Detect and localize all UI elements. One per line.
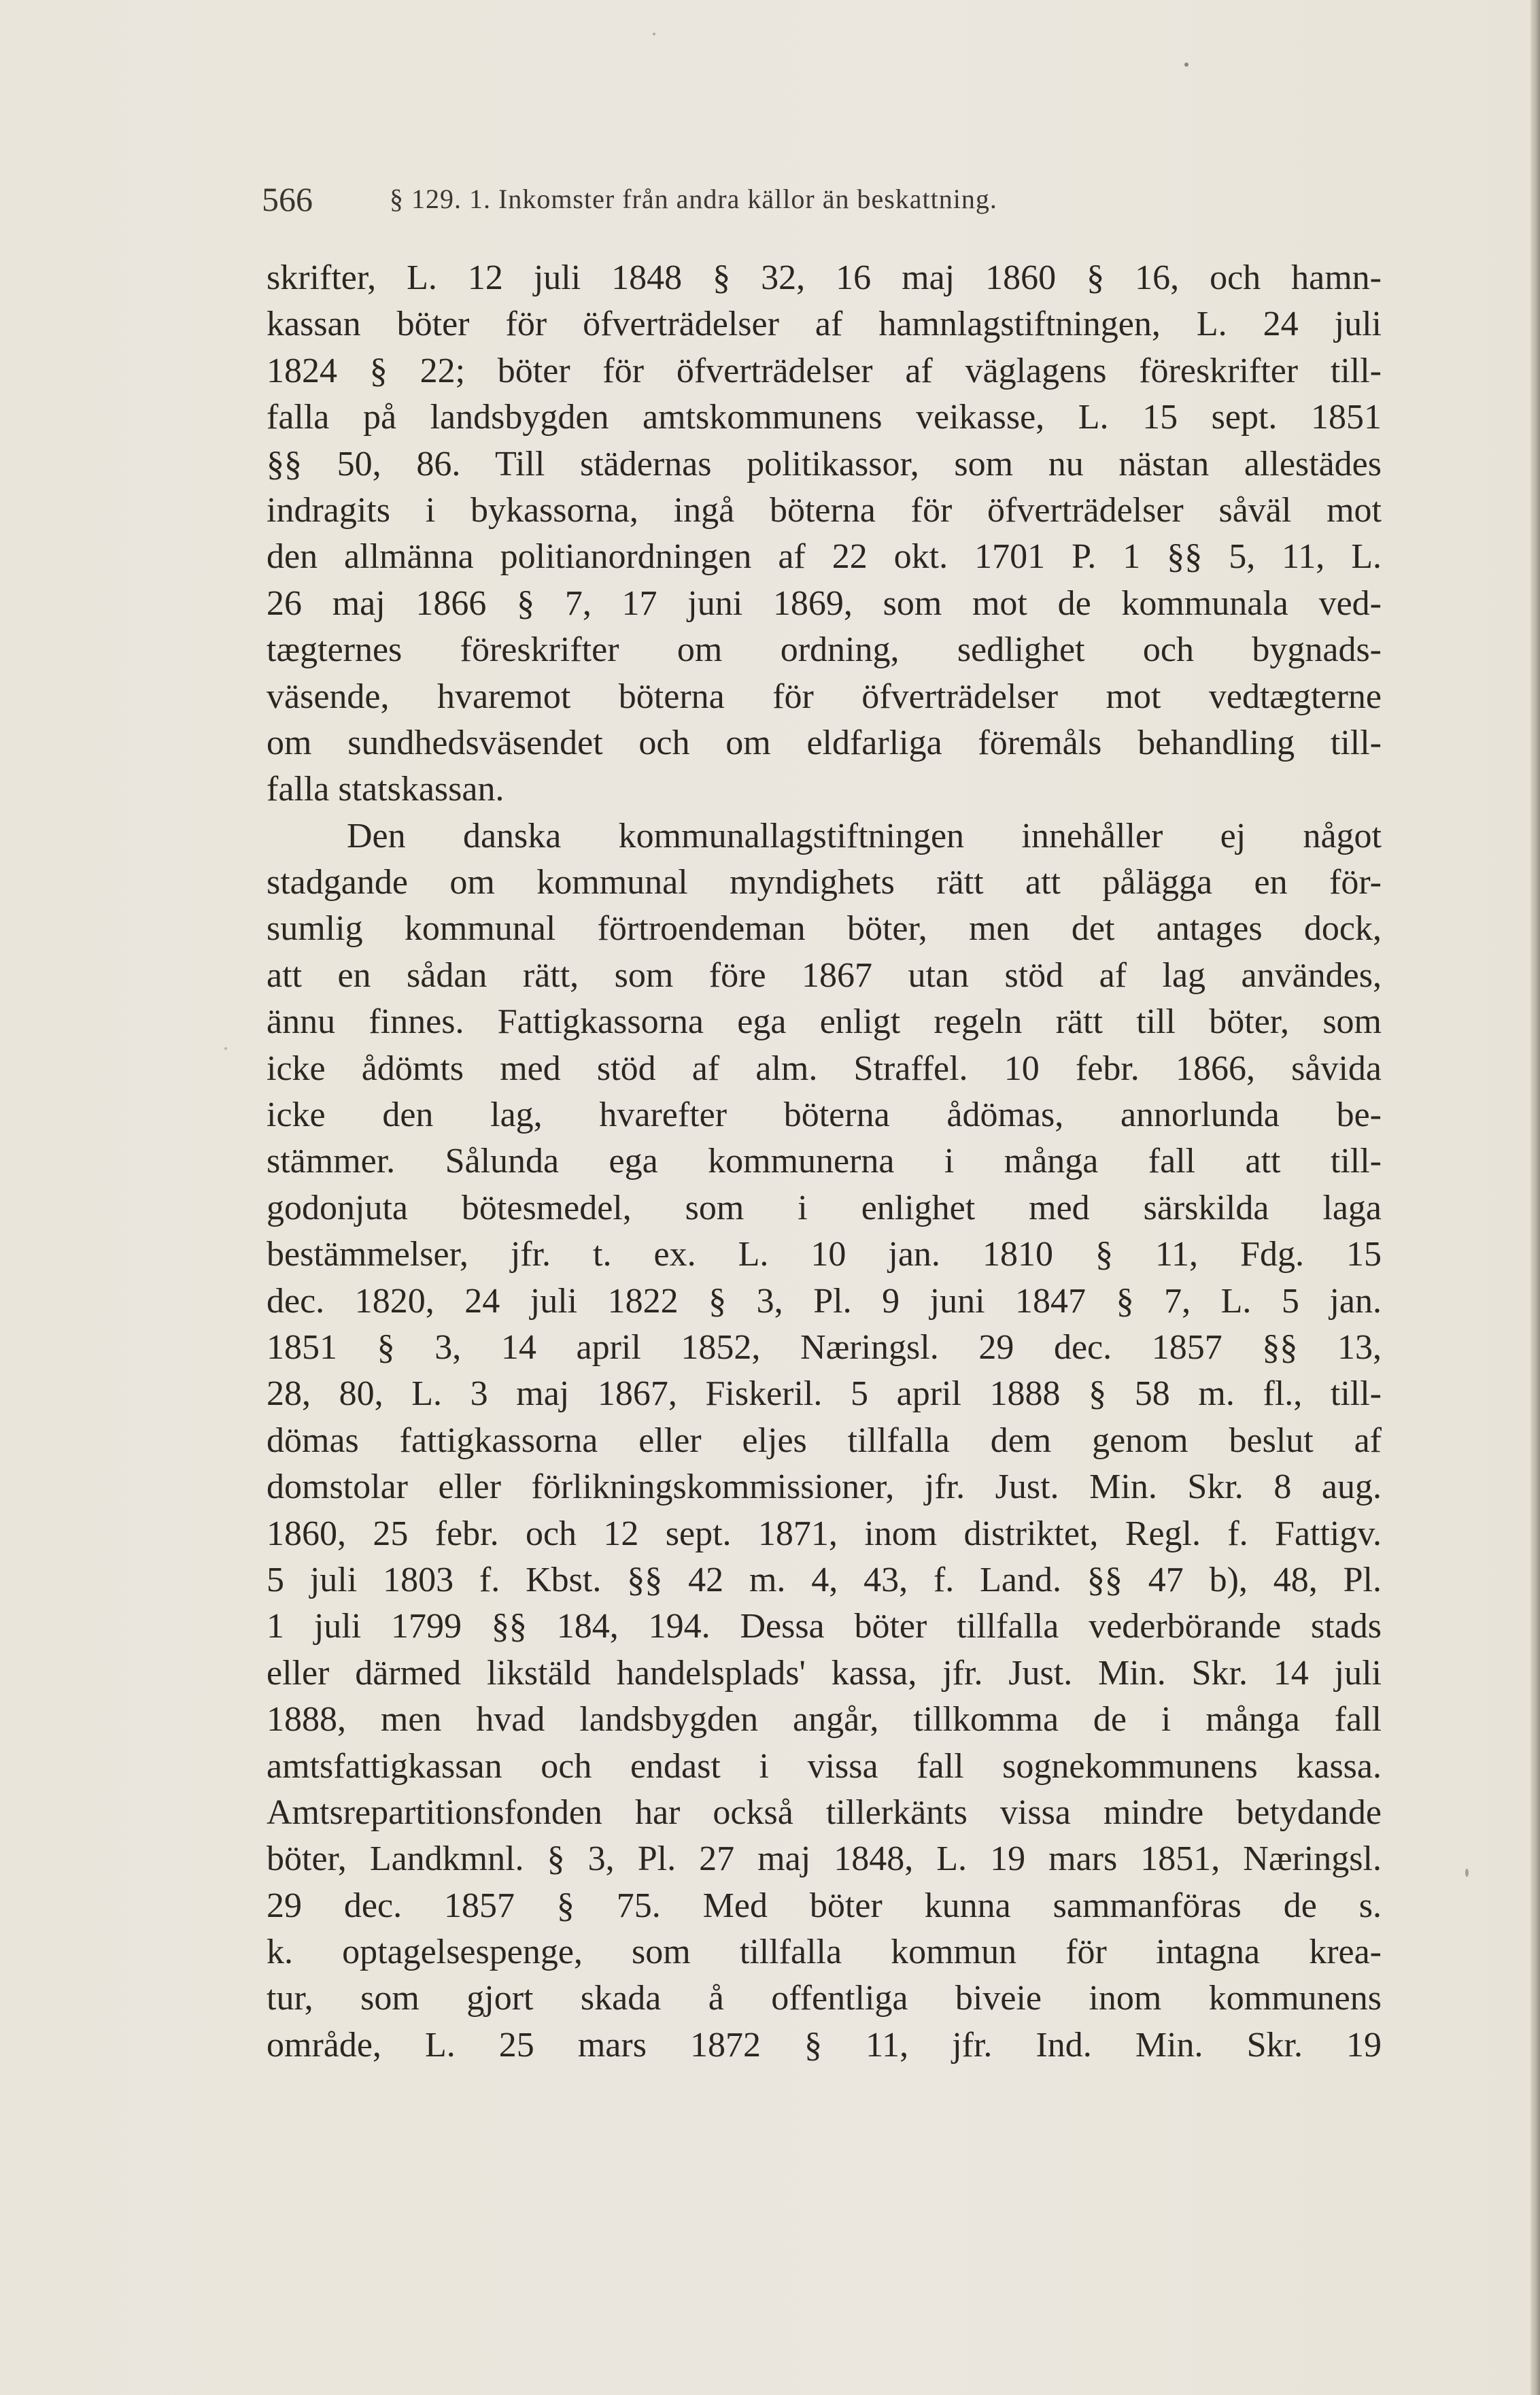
- running-head: § 129. 1. Inkomster från andra källor än beskattning.: [390, 184, 997, 214]
- text-line: icke den lag, hvarefter böterna ådömas, annorlunda be-: [267, 1095, 1382, 1135]
- text-line: domstolar eller förlikningskommissioner, jfr. Just. Min. Skr. 8 aug.: [267, 1467, 1382, 1507]
- body-text: [267, 255, 1382, 2179]
- text-line: 1851 § 3, 14 april 1852, Næringsl. 29 dec. 1857 §§ 13,: [267, 1327, 1382, 1367]
- text-line: skrifter, L. 12 juli 1848 § 32, 16 maj 1860 § 16, och hamn-: [267, 258, 1382, 297]
- text-line: amtsfattigkassan och endast i vissa fall sognekommunens kassa.: [267, 1746, 1382, 1786]
- text-line: 29 dec. 1857 § 75. Med böter kunna sammanföras de s.: [267, 1886, 1382, 1925]
- text-line: k. optagelsespenge, som tillfalla kommun för intagna krea-: [267, 1933, 1382, 1972]
- page-number: 566: [262, 180, 313, 218]
- paper-speck: [224, 1047, 227, 1050]
- text-line: dömas fattigkassorna eller eljes tillfalla dem genom beslut af: [267, 1421, 1382, 1460]
- text-line: Amtsrepartitionsfonden har också tillerkänts vissa mindre betydande: [267, 1793, 1382, 1832]
- text-line: dec. 1820, 24 juli 1822 § 3, Pl. 9 juni 1847 § 7, L. 5 jan.: [267, 1281, 1382, 1321]
- text-line: böter, Landkmnl. § 3, Pl. 27 maj 1848, L. 19 mars 1851, Næringsl.: [267, 1839, 1382, 1879]
- text-line: kassan böter för öfverträdelser af hamnlagstiftningen, L. 24 juli: [267, 305, 1382, 344]
- text-line: den allmänna politianordningen af 22 okt. 1701 P. 1 §§ 5, 11, L.: [267, 537, 1382, 577]
- text-line: 28, 80, L. 3 maj 1867, Fiskeril. 5 april 1888 § 58 m. fl., till-: [267, 1374, 1382, 1414]
- text-line: godonjuta bötesmedel, som i enlighet med särskilda laga: [267, 1188, 1382, 1227]
- page-edge-shadow: [1530, 0, 1540, 2395]
- text-line: eller därmed likstäld handelsplads' kassa, jfr. Just. Min. Skr. 14 juli: [267, 1653, 1382, 1693]
- text-line: icke ådömts med stöd af alm. Straffel. 10 febr. 1866, såvida: [267, 1049, 1382, 1088]
- text-line: 26 maj 1866 § 7, 17 juni 1869, som mot de kommunala ved-: [267, 583, 1382, 623]
- text-line: 1824 § 22; böter för öfverträdelser af väglagens föreskrifter till-: [267, 351, 1382, 390]
- text-line: ännu finnes. Fattigkassorna ega enligt regeln rätt till böter, som: [267, 1002, 1382, 1042]
- text-line: stämmer. Sålunda ega kommunerna i många fall att till-: [267, 1142, 1382, 1181]
- page-header: [262, 175, 1390, 223]
- paragraph-start-line: Den danska kommunallagstiftningen innehåller ej något: [347, 816, 1382, 855]
- text-line: falla på landsbygden amtskommunens veikasse, L. 15 sept. 1851: [267, 398, 1382, 437]
- text-line: indragits i bykassorna, ingå böterna för öfverträdelser såväl mot: [267, 490, 1382, 530]
- text-line: 1888, men hvad landsbygden angår, tillkomma de i många fall: [267, 1700, 1382, 1739]
- paper-speck: [1184, 63, 1188, 67]
- paper-speck: [1465, 1869, 1469, 1877]
- text-line: bestämmelser, jfr. t. ex. L. 10 jan. 1810 § 11, Fdg. 15: [267, 1235, 1382, 1274]
- text-line: 1860, 25 febr. och 12 sept. 1871, inom distriktet, Regl. f. Fattigv.: [267, 1514, 1382, 1553]
- paper-speck: [653, 33, 655, 35]
- text-line: 1 juli 1799 §§ 184, 194. Dessa böter tillfalla vederbörande stads: [267, 1607, 1382, 1646]
- text-line: tur, som gjort skada å offentliga biveie inom kommunens: [267, 1979, 1382, 2018]
- text-line: tægternes föreskrifter om ordning, sedlighet och bygnads-: [267, 630, 1382, 670]
- text-line: om sundhedsväsendet och om eldfarliga föremåls behandling till-: [267, 723, 1382, 762]
- paragraph-end-line: falla statskassan.: [267, 770, 504, 809]
- text-line: område, L. 25 mars 1872 § 11, jfr. Ind. Min. Skr. 19: [267, 2025, 1382, 2065]
- text-line: §§ 50, 86. Till städernas politikassor, som nu nästan allestädes: [267, 444, 1382, 483]
- text-line: att en sådan rätt, som före 1867 utan stöd af lag användes,: [267, 955, 1382, 995]
- text-line: väsende, hvaremot böterna för öfverträdelser mot vedtægterne: [267, 677, 1382, 716]
- text-line: 5 juli 1803 f. Kbst. §§ 42 m. 4, 43, f. Land. §§ 47 b), 48, Pl.: [267, 1560, 1382, 1599]
- text-line: stadgande om kommunal myndighets rätt att pålägga en för-: [267, 863, 1382, 902]
- text-line: sumlig kommunal förtroendeman böter, men det antages dock,: [267, 909, 1382, 949]
